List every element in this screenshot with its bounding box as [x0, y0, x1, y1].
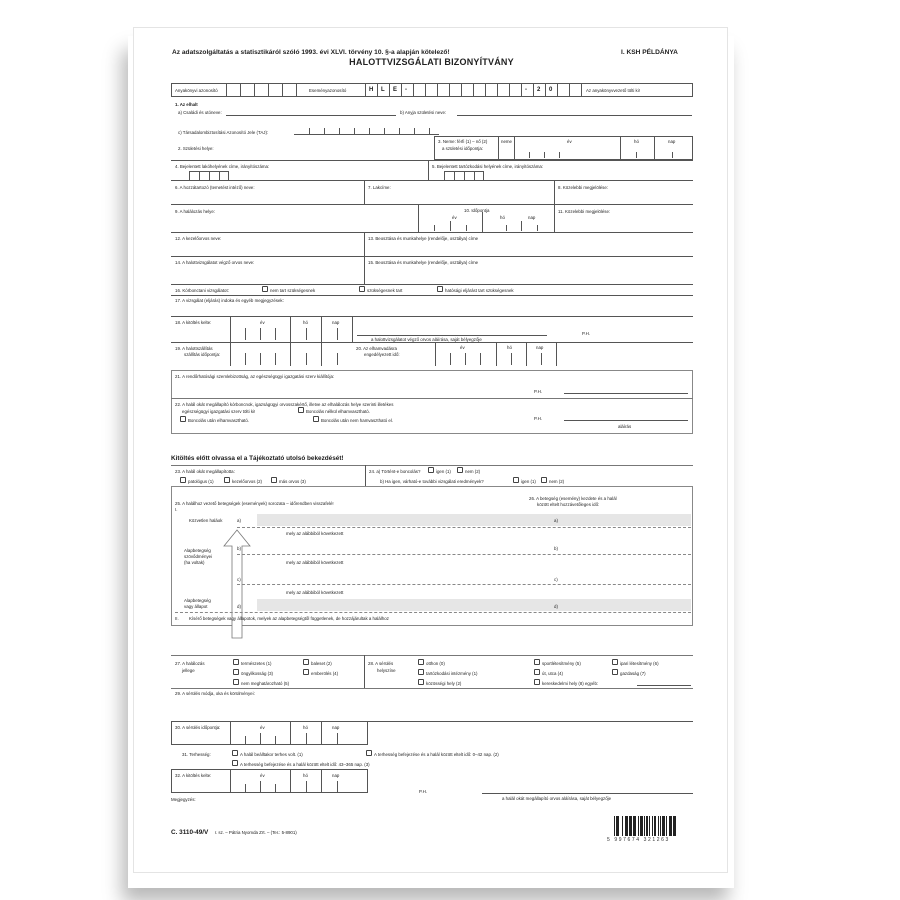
- cause-c-field[interactable]: [237, 584, 691, 585]
- row28-opt-2: sportlétesítmény (5): [542, 661, 581, 666]
- authority-procedure-checkbox[interactable]: [437, 286, 443, 292]
- taj-field[interactable]: [294, 134, 439, 135]
- doctor-signature-field[interactable]: [357, 335, 547, 336]
- signature-caption: aláírás: [618, 424, 632, 429]
- letter-b: b): [237, 546, 241, 551]
- form-title: HALOTTVIZSGÁLATI BIZONYÍTVÁNY: [349, 57, 514, 67]
- birthplace-label: 2. Születési helye:: [178, 146, 214, 151]
- row22-label-a: 22. A halál okát megállapító kórboncnok, igazságügyi orvosszakértő, illetve az elhalálozás helye szerinti illetékes: [175, 402, 394, 407]
- letter-d: d): [237, 604, 241, 609]
- event-suffix-2: 2: [537, 87, 541, 93]
- row22-opt-1: Boncolás nélkül elhamvasztható.: [306, 409, 370, 414]
- sex-label: 3. Neme: férfi (1) – nő (2): [438, 139, 488, 144]
- row20-day: nap: [536, 345, 544, 350]
- pregnancy-43-365-checkbox[interactable]: [232, 760, 238, 766]
- complications-label-1: Alapbetegség: [184, 548, 211, 553]
- final-signature-label: a halál okát megállapító orvos aláírása, saját bélyegzője: [502, 796, 612, 801]
- cause-a-field[interactable]: [237, 527, 691, 528]
- suicide-checkbox[interactable]: [233, 669, 239, 675]
- autopsy-no-checkbox[interactable]: [457, 467, 463, 473]
- row18-label: 18. A kitöltés kelte:: [175, 320, 212, 325]
- barcode-bar: [649, 816, 650, 836]
- row24a-label: 24. a) Történt-e boncolás?: [369, 469, 421, 474]
- birth-day-col: nap: [668, 139, 676, 144]
- barcode-bar: [638, 816, 639, 836]
- row31-opt-1: A halál beálltakor terhes volt. (1): [240, 752, 303, 757]
- barcode-bar: [670, 816, 672, 836]
- autopsy-opt-1: nem tart szükségesnek: [270, 288, 316, 293]
- row28-opt-7: közösségi hely (2): [426, 681, 462, 686]
- natural-death-checkbox[interactable]: [233, 659, 239, 665]
- row19b-label: szállítás időpontja:: [184, 352, 221, 357]
- ph-stamp-4: P.H.: [419, 789, 427, 794]
- row29-label: 29. A sérülés módja, oka és körülményei:: [175, 691, 255, 696]
- row32-day: nap: [332, 773, 340, 778]
- cremate-after-autopsy-checkbox[interactable]: [180, 416, 186, 422]
- row26-label-a: 26. A betegség (esemény) kezdete és a halál: [529, 496, 617, 501]
- cremate-without-autopsy-checkbox[interactable]: [298, 407, 304, 413]
- copy-label: I. KSH PÉLDÁNYA: [621, 49, 678, 56]
- name-field[interactable]: [226, 115, 396, 116]
- barcode-bar: [627, 816, 628, 836]
- barcode-bar: [673, 816, 676, 836]
- pathologist-checkbox[interactable]: [180, 477, 186, 483]
- barcode-digits: 5 997674 321263: [607, 837, 670, 843]
- event-prefix-l: L: [381, 87, 385, 93]
- row16-label: 16. Kórbonctani vizsgálatot:: [175, 288, 229, 293]
- autopsy-not-needed-checkbox[interactable]: [262, 286, 268, 292]
- row30-label: 30. A sérülés időpontja:: [175, 725, 221, 730]
- row28-opt-3: ipari létesítmény (6): [620, 661, 659, 666]
- sex-col: neme: [501, 139, 512, 144]
- residential-institution-checkbox[interactable]: [418, 669, 424, 675]
- name-label: a) Családi és utóneve:: [178, 110, 222, 115]
- row31-label: 31. Terhesség:: [182, 752, 211, 757]
- row20-label: 20. Az elhamvadásra: [356, 346, 398, 351]
- registry-id-label: Anyakönyvi azonosító: [175, 88, 218, 93]
- row24b-label: b) Ha igen, várható-e további vizsgálati eredmények?: [380, 479, 484, 484]
- barcode-bar: [618, 816, 619, 836]
- row30-day: nap: [332, 725, 340, 730]
- birth-month-col: hó: [634, 139, 639, 144]
- row5-label: 5. Bejelentett tartózkodási helyének címe, irányítószáma:: [432, 164, 544, 169]
- row22-label-b: egészségügyi igazgatási szerv tölti ki!: [182, 409, 256, 414]
- row7-label: 7. Lakcíme:: [368, 185, 391, 190]
- other-place-field[interactable]: [637, 685, 691, 686]
- barcode-bar: [652, 816, 653, 836]
- row27-opt-1: természetes (1): [241, 661, 272, 666]
- barcode-bar: [640, 816, 643, 836]
- row10-year: év: [452, 215, 457, 220]
- row32-label: 32. A kitöltés kelte:: [175, 773, 212, 778]
- barcode-bar: [658, 816, 659, 836]
- home-checkbox[interactable]: [418, 659, 424, 665]
- autopsy-no-label: nem (2): [465, 469, 481, 474]
- letter-c: c): [237, 577, 241, 582]
- row17-label: 17. A vizsgálat (eljárás) indoka és egyéb megjegyzések:: [175, 298, 284, 303]
- row22-opt-3: Boncolás után nem hamvasztható el.: [321, 418, 393, 423]
- autopsy-opt-2: szükségesnek tart: [367, 288, 403, 293]
- row32-year: év: [260, 773, 265, 778]
- ph-stamp-1: P.H.: [582, 331, 590, 336]
- row28-opt-1: otthon (0): [426, 661, 445, 666]
- row27-opt-3: öngyilkosság (3): [241, 671, 273, 676]
- barcode-bar: [629, 816, 632, 836]
- row14-label: 14. A halottvizsgálatot végző orvos neve:: [175, 260, 255, 265]
- autopsy-opt-3: hatósági eljárást tart szükségesnek: [445, 288, 514, 293]
- letter-a: a): [237, 518, 241, 523]
- row25-label: 25. A halálhoz vezető betegségek (események) sorozata – időrendben visszafelé!: [175, 501, 334, 506]
- complications-label-3: (ha voltak): [184, 560, 205, 565]
- registrar-label: Az anyakönyvvezető tölti ki!: [586, 88, 640, 93]
- barcode-bar: [614, 816, 615, 836]
- row28-label-a: 28. A sérülés: [368, 661, 394, 666]
- basic-disease-label-1: Alapbetegség: [184, 598, 211, 603]
- barcode-bar: [625, 816, 627, 836]
- pregnant-at-death-checkbox[interactable]: [232, 750, 238, 756]
- event-prefix-e: E: [393, 87, 398, 93]
- row26-label-b: között eltelt hozzávetőleges idő:: [537, 502, 600, 507]
- street-checkbox[interactable]: [534, 669, 540, 675]
- row23-opt-3: más orvos (3): [279, 479, 306, 484]
- public-place-checkbox[interactable]: [418, 679, 424, 685]
- row23-label: 23. A halál okát megállapította:: [175, 469, 235, 474]
- other-doctor-checkbox[interactable]: [271, 477, 277, 483]
- basic-disease-label-2: vagy állapot: [184, 604, 208, 609]
- barcode-bar: [622, 816, 623, 836]
- results-no-checkbox[interactable]: [541, 477, 547, 483]
- row27-opt-5: nem meghatározható (5): [241, 681, 290, 686]
- row10-month: hó: [500, 215, 505, 220]
- results-no-label: nem (2): [549, 479, 565, 484]
- no-cremation-checkbox[interactable]: [313, 416, 319, 422]
- followed-by-3: mely az alábbiból következett: [286, 590, 344, 595]
- row19-label: 19. A halottszállítás: [175, 346, 213, 351]
- row27-label-b: jellege: [182, 668, 195, 673]
- barcode-bar: [662, 816, 665, 836]
- form-code: C. 3110-49/V: [171, 829, 209, 836]
- part-II-label: II.: [175, 616, 179, 621]
- row10-day: nap: [528, 215, 536, 220]
- ph-stamp-2: P.H.: [534, 389, 542, 394]
- row12-label: 12. A kezelőorvos neve:: [175, 236, 222, 241]
- row21-label: 21. A rendőrhatósági szemlebizottság, az egészségügyi igazgatási szerv kiállítója:: [175, 374, 335, 379]
- birth-year-col: év: [567, 139, 572, 144]
- part2-heading: Kitöltés előtt olvassa el a Tájékoztató utolsó bekezdését!: [171, 455, 344, 462]
- row9-label: 9. A halálozás helye:: [175, 209, 216, 214]
- row18-year: év: [260, 320, 265, 325]
- autopsy-yes-checkbox[interactable]: [428, 467, 434, 473]
- cause-b-field[interactable]: [237, 554, 691, 555]
- row13-label: 13. Beosztása és munkahelye (rendelője, osztálya) címe: [368, 236, 479, 241]
- barcode-bar: [633, 816, 635, 836]
- birthdate-label: a születési időpontja:: [442, 146, 484, 151]
- row30-year: év: [260, 725, 265, 730]
- homicide-checkbox[interactable]: [303, 669, 309, 675]
- letter-d-duration: d): [554, 604, 558, 609]
- event-prefix-dash: -: [405, 87, 407, 93]
- row27-opt-4: emberölés (4): [311, 671, 339, 676]
- row28-opt-5: út, utca (4): [542, 671, 563, 676]
- row21-signature-field[interactable]: [564, 393, 688, 394]
- row28-opt-6: gazdaság (7): [620, 671, 646, 676]
- results-yes-label: igen (1): [521, 479, 536, 484]
- barcode-bar: [635, 816, 636, 836]
- final-signature-field[interactable]: [482, 793, 693, 794]
- industrial-facility-checkbox[interactable]: [612, 659, 618, 665]
- row28-opt-8: kereskedelmi hely (8) egyéb:: [542, 681, 599, 686]
- ph-stamp-3: P.H.: [534, 416, 542, 421]
- letter-a-duration: a): [554, 518, 558, 523]
- autopsy-needed-checkbox[interactable]: [359, 286, 365, 292]
- mother-name-field[interactable]: [457, 115, 692, 116]
- barcode-bar: [616, 816, 618, 836]
- publisher-info: r. sz. – Pátria Nyomda Zrt. – (Ter.: 5-8901): [214, 830, 297, 835]
- row4-label: 4. Bejelentett lakóhelyének címe, irányítószáma:: [175, 164, 270, 169]
- row11-label: 11. Közelebbi megjelölése:: [558, 209, 611, 214]
- event-prefix-h: H: [369, 87, 374, 93]
- notes-label: Megjegyzés:: [171, 797, 196, 802]
- part-I-label: I.: [175, 507, 178, 512]
- row20-month: hó: [507, 345, 512, 350]
- mother-name-label: b) Anyja születési neve:: [400, 110, 447, 115]
- row20-year: év: [460, 345, 465, 350]
- event-suffix-dash: -: [525, 87, 527, 93]
- event-id-label: Eseményazonosító: [309, 88, 347, 93]
- row31-opt-2: A terhesség befejezése és a halál között eltelt idő: 0–42 nap. (2): [374, 752, 499, 757]
- other-conditions-label: Kísérő betegségek vagy állapotok, melyek az alapbetegségtől függetlenek, de hozzájárultak a halálhoz: [189, 616, 389, 621]
- letter-c-duration: c): [554, 577, 558, 582]
- complications-label-2: szövődményei: [184, 554, 213, 559]
- row18-month: hó: [303, 320, 308, 325]
- row30-month: hó: [303, 725, 308, 730]
- barcode-bar: [654, 816, 656, 836]
- doctor-signature-label: a halottvizsgálatot végző orvos aláírása, saját bélyegzője: [371, 337, 482, 342]
- row20b-label: engedélyezett idő:: [364, 352, 400, 357]
- autopsy-yes-label: igen (1): [436, 469, 451, 474]
- followed-by-1: mely az alábbiból következett: [286, 531, 344, 536]
- row23-opt-2: kezelőorvos (2): [232, 479, 263, 484]
- undetermined-checkbox[interactable]: [233, 679, 239, 685]
- event-suffix-0: 0: [549, 87, 553, 93]
- accident-checkbox[interactable]: [303, 659, 309, 665]
- followed-by-2: mely az alábbiból következett: [286, 560, 344, 565]
- attending-doctor-checkbox[interactable]: [224, 477, 230, 483]
- letter-b-duration: b): [554, 546, 558, 551]
- row27-label-a: 27. A halálozás: [175, 661, 205, 666]
- row6-label: 6. A hozzátartozó (temetést intéző) neve:: [175, 185, 255, 190]
- commercial-place-checkbox[interactable]: [534, 679, 540, 685]
- row28-label-b: helyszíne: [377, 668, 396, 673]
- results-yes-checkbox[interactable]: [513, 477, 519, 483]
- row31-opt-3: A terhesség befejezése és a halál között eltelt idő: 43–365 nap. (3): [240, 762, 370, 767]
- row18-day: nap: [332, 320, 340, 325]
- farm-checkbox[interactable]: [612, 669, 618, 675]
- pregnancy-0-42-checkbox[interactable]: [366, 750, 372, 756]
- sports-facility-checkbox[interactable]: [534, 659, 540, 665]
- barcode-bar: [660, 816, 661, 836]
- immediate-cause-label: Közvetlen haláok: [189, 518, 223, 523]
- row32-month: hó: [303, 773, 308, 778]
- row10-label: 10. Időpontja: [464, 208, 490, 213]
- section1-heading: 1. Az elhalt: [175, 102, 198, 107]
- row22-opt-2: Boncolás után elhamvasztható.: [188, 418, 250, 423]
- legal-notice: Az adatszolgáltatás a statisztikáról szóló 1993. évi XLVI. törvény 10. §-a alapján kötelező!: [172, 49, 450, 56]
- barcode-bar: [666, 816, 667, 836]
- row15-label: 15. Beosztása és munkahelye (rendelője, osztálya) címe: [368, 260, 479, 265]
- row8-label: 8. Közelebbi megjelölése:: [558, 185, 609, 190]
- row22-signature-field[interactable]: [564, 420, 688, 421]
- barcode-bar: [669, 816, 670, 836]
- form-footer: [171, 821, 297, 839]
- row28-opt-4: tartózkodási intézmény (1): [426, 671, 478, 676]
- row27-opt-2: baleset (2): [311, 661, 332, 666]
- row23-opt-1: patológus (1): [188, 479, 214, 484]
- barcode-bar: [644, 816, 645, 836]
- barcode-bar: [646, 816, 648, 836]
- cause-d-field[interactable]: [175, 612, 691, 613]
- taj-label: c) Társadalombiztosítási Azonosító Jele (TAJ):: [178, 130, 269, 135]
- barcode: [614, 816, 726, 836]
- death-certificate-form: [133, 27, 728, 873]
